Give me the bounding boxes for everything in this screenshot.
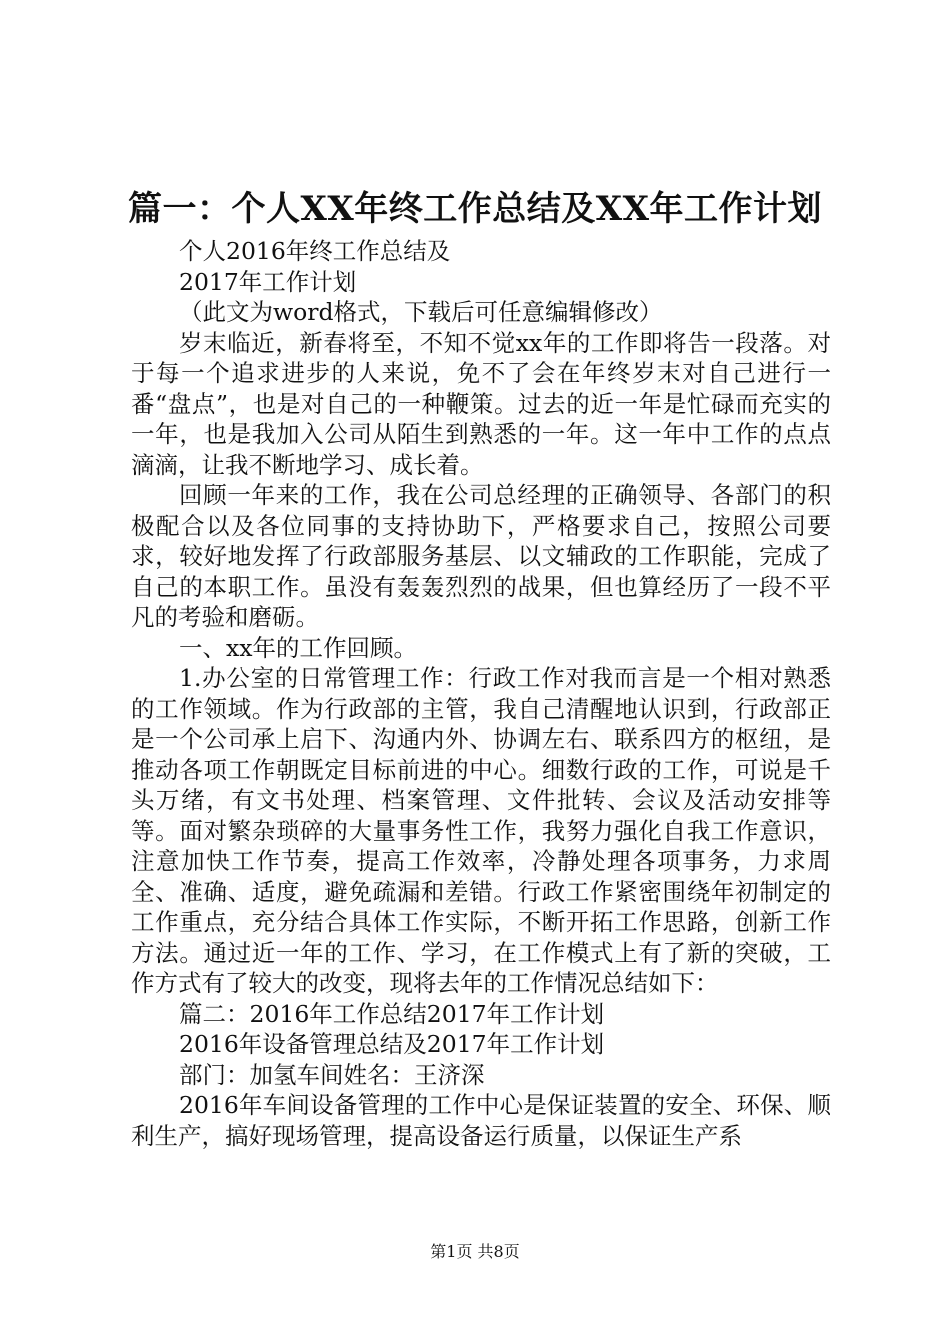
paragraph: 2017年工作计划 <box>179 267 357 296</box>
paragraph: （此文为word格式，下载后可任意编辑修改） <box>179 298 663 326</box>
paragraph: 部门：加氢车间姓名：王济深 <box>179 1060 485 1089</box>
paragraph: 2016年设备管理总结及2017年工作计划 <box>179 1030 605 1058</box>
paragraph: 1.办公室的日常管理工作：行政工作对我而言是一个相对熟悉的工作领域。作为行政部的主管，我自己清醒地认识到，行政部正是一个公司承上启下、沟通内外、协调左右、联系四方的枢纽，是推动各项工作朝既定目标前进的中心。细数行政的工作，可说是千头万绪，有文书处理、档案管理、文件批转、会议及活动安排等等。面对繁杂琐碎的大量事务性工作，我努力强化自我工作意识，注意加快工作节奏，提高工作效率，冷静处理各项事务，力求周全、准确、适度，避免疏漏和差错。行政工作紧密围绕年初制定的工作重点，充分结合具体工作实际，不断开拓工作思路，创新工作方法。通过近一年的工作、学习，在工作模式上有了新的突破，工作方式有了较大的改变，现将去年的工作情况总结如下： <box>131 664 831 997</box>
page-footer: 第1页 共8页 <box>430 1242 520 1261</box>
paragraph: 回顾一年来的工作，我在公司总经理的正确领导、各部门的积极配合以及各位同事的支持协助下，严格要求自己，按照公司要求，较好地发挥了行政部服务基层、以文辅政的工作职能，完成了自己的本职工作。虽没有轰轰烈烈的战果，但也算经历了一段不平凡的考验和磨砺。 <box>131 481 831 631</box>
paragraph: 篇二：2016年工作总结2017年工作计划 <box>179 999 605 1028</box>
paragraph: 岁末临近，新春将至，不知不觉xx年的工作即将告一段落。对于每一个追求进步的人来说，免不了会在年终岁末对自己进行一番“盘点”，也是对自己的一种鞭策。过去的近一年是忙碌而充实的一年，也是我加入公司从陌生到熟悉的一年。这一年中工作的点点滴滴，让我不断地学习、成长着。 <box>131 328 831 479</box>
document-body <box>131 236 831 1151</box>
paragraph: 个人2016年终工作总结及 <box>179 237 451 265</box>
paragraph: 一、xx年的工作回顾。 <box>179 633 418 662</box>
document-title: 篇一：个人XX年终工作总结及XX年工作计划 <box>127 189 823 229</box>
paragraph: 2016年车间设备管理的工作中心是保证装置的安全、环保、顺利生产，搞好现场管理，提高设备运行质量，以保证生产系 <box>131 1091 831 1150</box>
